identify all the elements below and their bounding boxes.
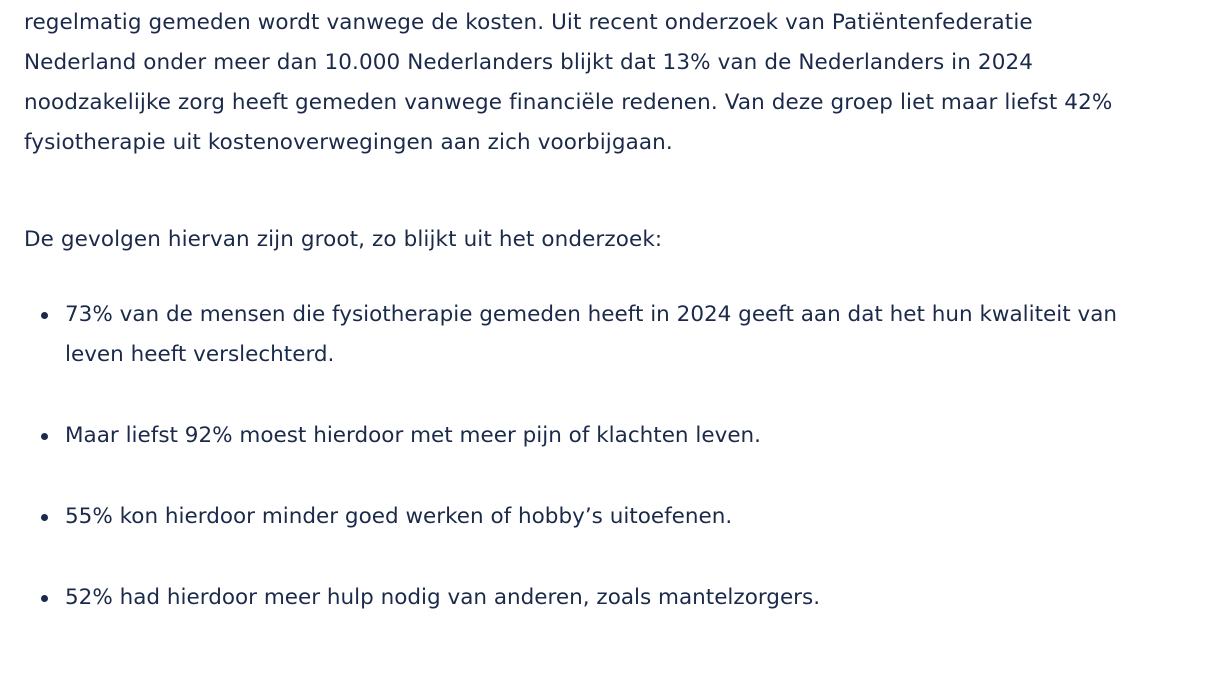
bullet-dot-icon bbox=[41, 514, 48, 521]
list-item bbox=[24, 578, 1155, 618]
paragraph-lead-in: De gevolgen hiervan zijn groot, zo blijkt uit het onderzoek: bbox=[24, 227, 663, 252]
findings-list bbox=[24, 295, 1207, 618]
bullet-dot-icon bbox=[41, 433, 48, 440]
article-content bbox=[0, 3, 1231, 618]
list-item-label: 55% kon hierdoor minder goed werken of hobby’s uitoefenen. bbox=[65, 504, 733, 529]
bullet-dot-icon bbox=[41, 312, 48, 319]
list-item bbox=[24, 295, 1155, 375]
list-item bbox=[24, 416, 1155, 456]
list-item-label: Maar liefst 92% moest hierdoor met meer pijn of klachten leven. bbox=[65, 423, 762, 448]
list-item-label: 73% van de mensen die fysiotherapie gemeden heeft in 2024 geeft aan dat het hun kwaliteit van leven heeft verslechterd. bbox=[65, 302, 1118, 367]
paragraph-intro: regelmatig gemeden wordt vanwege de kosten. Uit recent onderzoek van Patiëntenfederatie Nederland onder meer dan 10.000 Nederlanders blijkt dat 13% van de Nederlanders in 2024 noodzakelijke zorg heeft gemeden vanwege financiële redenen. Van deze groep liet maar liefst 42% fysiotherapie uit kostenoverwegingen aan zich voorbijgaan. bbox=[24, 10, 1113, 155]
list-item bbox=[24, 497, 1155, 537]
bullet-dot-icon bbox=[41, 595, 48, 602]
list-item-label: 52% had hierdoor meer hulp nodig van anderen, zoals mantelzorgers. bbox=[65, 585, 821, 610]
